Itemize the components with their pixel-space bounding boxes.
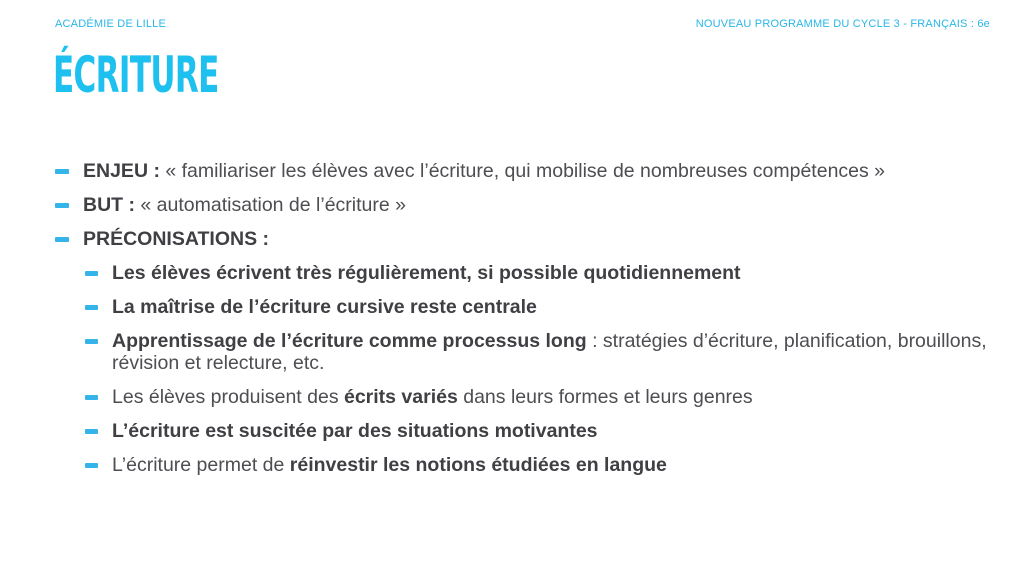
sub-bullet-1-bold: Les élèves écrivent très régulièrement, si possible quotidiennement [112,262,741,284]
bullet-but-text [83,194,995,216]
dash-bullet-icon [55,237,69,242]
dash-bullet-icon [85,463,98,468]
dash-bullet-icon [85,271,98,276]
sub-bullet-6-text [112,454,995,476]
sub-bullet-1 [85,262,995,284]
bullet-preconisations-text [83,228,995,250]
sub-bullet-2 [85,296,995,318]
sub-bullet-3-rest: : stratégies d’écriture, planification, brouillons, révision et relecture, etc. [112,330,987,374]
bullet-enjeu-text [83,160,995,182]
sub-bullet-2-bold: La maîtrise de l’écriture cursive reste centrale [112,296,537,318]
header-program-label: NOUVEAU PROGRAMME DU CYCLE 3 - FRANÇAIS : 6e [695,18,990,30]
bullet-but [55,194,995,216]
sub-bullet-2-text [112,296,995,318]
page-title: ÉCRITURE [53,46,219,104]
sub-bullet-4 [85,386,995,408]
dash-bullet-icon [85,339,98,344]
bullet-preconisations-label: PRÉCONISATIONS : [83,228,269,250]
bullet-enjeu [55,160,995,182]
sub-bullet-6 [85,454,995,476]
sub-bullet-4-bold: écrits variés [343,386,458,408]
bullet-list [55,160,995,488]
header-academy-label: ACADÉMIE DE LILLE [55,18,166,30]
sub-bullet-3-bold: Apprentissage de l’écriture comme processus long [112,330,587,352]
bullet-enjeu-label: ENJEU : [83,160,160,182]
sub-bullet-3 [85,330,995,374]
sub-bullet-5-bold: L’écriture est suscitée par des situations motivantes [112,420,598,442]
sub-bullet-6-bold: réinvestir les notions étudiées en langue [289,454,667,476]
sub-bullet-5 [85,420,995,442]
dash-bullet-icon [55,203,69,208]
bullet-preconisations [55,228,995,250]
dash-bullet-icon [85,305,98,310]
sub-bullet-5-text [112,420,995,442]
dash-bullet-icon [55,169,69,174]
sub-bullet-3-text [112,330,995,374]
dash-bullet-icon [85,395,98,400]
sub-bullet-6-pre: L’écriture permet de [112,454,290,476]
sub-bullet-4-pre: Les élèves produisent des [112,386,344,408]
bullet-but-body: « automatisation de l’écriture » [135,194,406,216]
sub-bullet-4-text [112,386,995,408]
bullet-enjeu-body: « familiariser les élèves avec l’écriture, qui mobilise de nombreuses compétences » [159,160,886,182]
bullet-but-label: BUT : [83,194,135,216]
sub-bullet-4-rest: dans leurs formes et leurs genres [457,386,753,408]
sub-bullet-1-text [112,262,995,284]
dash-bullet-icon [85,429,98,434]
